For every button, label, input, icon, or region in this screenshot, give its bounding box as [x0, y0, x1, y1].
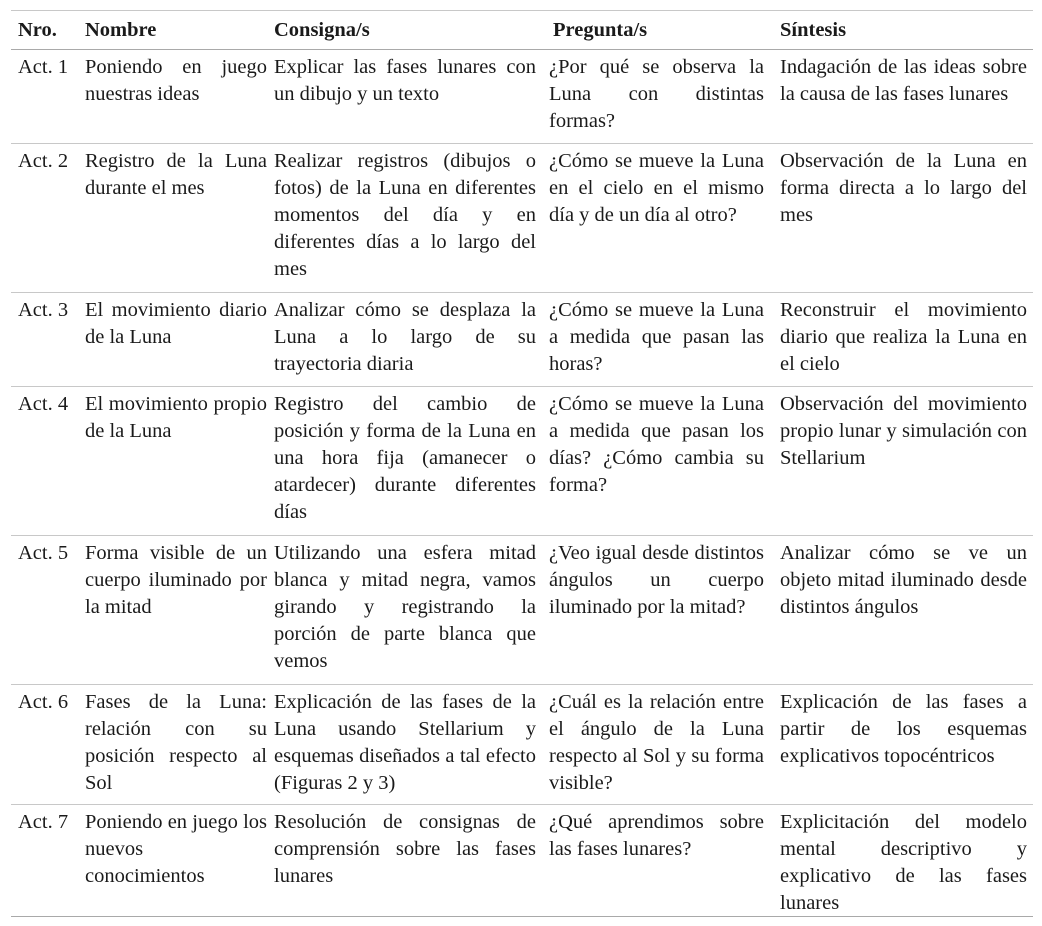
cell-sintesis: Observación del movimiento propio lunar y simulación con Stellarium	[780, 393, 1027, 469]
cell-nombre: Poniendo en juego nuestras ideas	[85, 56, 267, 105]
cell-pregunta: ¿Cuál es la relación entre el ángulo de la Luna respecto al Sol y su forma visible?	[549, 691, 764, 794]
cell-nombre: El movimiento propio de la Luna	[85, 393, 267, 442]
cell-consigna: Utilizando una esfera mitad blanca y mitad negra, vamos girando y registrando la porción de parte blanca que vemos	[274, 542, 536, 672]
cell-sintesis: Observación de la Luna en forma directa a lo largo del mes	[780, 150, 1027, 226]
header-nro: Nro.	[18, 19, 57, 41]
cell-pregunta: ¿Cómo se mueve la Luna a medida que pasan las horas?	[549, 299, 764, 375]
cell-consigna: Resolución de consignas de comprensión sobre las fases lunares	[274, 811, 536, 887]
cell-nro: Act. 5	[18, 542, 69, 564]
cell-nombre: Registro de la Luna durante el mes	[85, 150, 267, 199]
cell-nro: Act. 4	[18, 393, 69, 415]
cell-consigna: Analizar cómo se desplaza la Luna a lo largo de su trayectoria diaria	[274, 299, 536, 375]
table-row	[11, 536, 1033, 685]
cell-consigna: Explicación de las fases de la Luna usando Stellarium y esquemas diseñados a tal efecto (Figuras 2 y 3)	[274, 691, 536, 794]
cell-nro: Act. 7	[18, 811, 69, 833]
cell-sintesis: Explicación de las fases a partir de los esquemas explicativos topocéntricos	[780, 691, 1027, 767]
cell-nro: Act. 2	[18, 150, 69, 172]
cell-nro: Act. 1	[18, 56, 69, 78]
cell-pregunta: ¿Veo igual desde distintos ángulos un cuerpo iluminado por la mitad?	[549, 542, 764, 618]
cell-sintesis: Indagación de las ideas sobre la causa de las fases lunares	[780, 56, 1027, 105]
cell-pregunta: ¿Cómo se mueve la Luna en el cielo en el mismo día y de un día al otro?	[549, 150, 764, 226]
table-row	[11, 144, 1033, 293]
cell-sintesis: Explicitación del modelo mental descriptivo y explicativo de las fases lunares	[780, 811, 1027, 914]
table-row	[11, 387, 1033, 536]
cell-consigna: Realizar registros (dibujos o fotos) de la Luna en diferentes momentos del día y en diferentes días a lo largo del mes	[274, 150, 536, 280]
cell-nombre: Poniendo en juego los nuevos conocimientos	[85, 811, 267, 887]
table-row	[11, 50, 1033, 144]
header-consigna: Consigna/s	[274, 19, 370, 41]
cell-nombre: Forma visible de un cuerpo iluminado por la mitad	[85, 542, 267, 618]
table-row	[11, 685, 1033, 805]
activities-table	[11, 10, 1033, 917]
cell-pregunta: ¿Por qué se observa la Luna con distintas formas?	[549, 56, 764, 132]
cell-consigna: Explicar las fases lunares con un dibujo y un texto	[274, 56, 536, 105]
table-row	[11, 293, 1033, 387]
header-sintesis: Síntesis	[780, 19, 847, 41]
header-pregunta: Pregunta/s	[553, 19, 648, 41]
cell-consigna: Registro del cambio de posición y forma de la Luna en una hora fija (amanecer o atardecer) durante diferentes días	[274, 393, 536, 523]
cell-sintesis: Reconstruir el movimiento diario que realiza la Luna en el cielo	[780, 299, 1027, 375]
cell-nombre: El movimiento diario de la Luna	[85, 299, 267, 348]
table-row	[11, 805, 1033, 917]
cell-sintesis: Analizar cómo se ve un objeto mitad iluminado desde distintos ángulos	[780, 542, 1027, 618]
table-header-row	[11, 10, 1033, 50]
cell-nro: Act. 3	[18, 299, 69, 321]
cell-nombre: Fases de la Luna: relación con su posición respecto al Sol	[85, 691, 267, 794]
cell-nro: Act. 6	[18, 691, 69, 713]
cell-pregunta: ¿Cómo se mueve la Luna a medida que pasan los días? ¿Cómo cambia su forma?	[549, 393, 764, 496]
header-nombre: Nombre	[85, 19, 157, 41]
cell-pregunta: ¿Qué aprendimos sobre las fases lunares?	[549, 811, 764, 860]
